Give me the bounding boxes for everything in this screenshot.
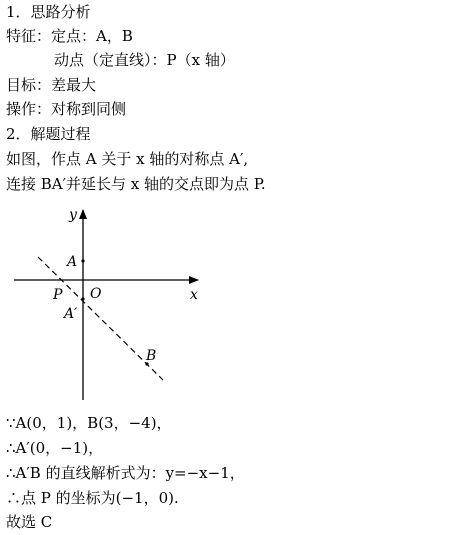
text-line-features: 特征：定点：A，B [6,27,133,45]
text-line-line-equation: ∴A′B 的直线解析式为：y=−x−1， [6,464,245,482]
point-b-label: B [146,348,157,364]
section-heading-solution: 2．解题过程 [6,125,91,143]
point-a-label: A [67,254,78,270]
point-a-prime-label: A′ [64,306,78,322]
text-line-given-coordinates: ∵A(0，1)，B(3，−4)， [6,414,172,432]
text-line-point-p-coordinates: ∴点 P 的坐标为(−1，0). [6,489,179,507]
text-line-operation: 操作：对称到同侧 [6,100,127,118]
section-heading-analysis: 1．思路分析 [6,3,91,21]
line-ba-prime [38,257,163,380]
text-line-goal: 目标：差最大 [6,76,97,94]
text-line-answer: 故选 C [6,513,53,531]
point-p-label: P [53,287,63,303]
text-line-construct: 如图，作点 A 关于 x 轴的对称点 A′, [6,150,249,168]
text-line-a-prime-coordinates: ∴A′(0，−1)， [6,439,104,457]
y-axis-label: y [69,207,77,223]
point-a-prime [81,297,84,300]
text-line-connect: 连接 BA′并延长与 x 轴的交点即为点 P. [6,175,266,193]
point-a [81,259,84,262]
x-axis-label: x [190,287,198,303]
text-line-moving-point: 动点（定直线）：P（x 轴） [54,51,235,69]
coordinate-diagram [0,200,463,410]
origin-label: O [90,286,102,302]
